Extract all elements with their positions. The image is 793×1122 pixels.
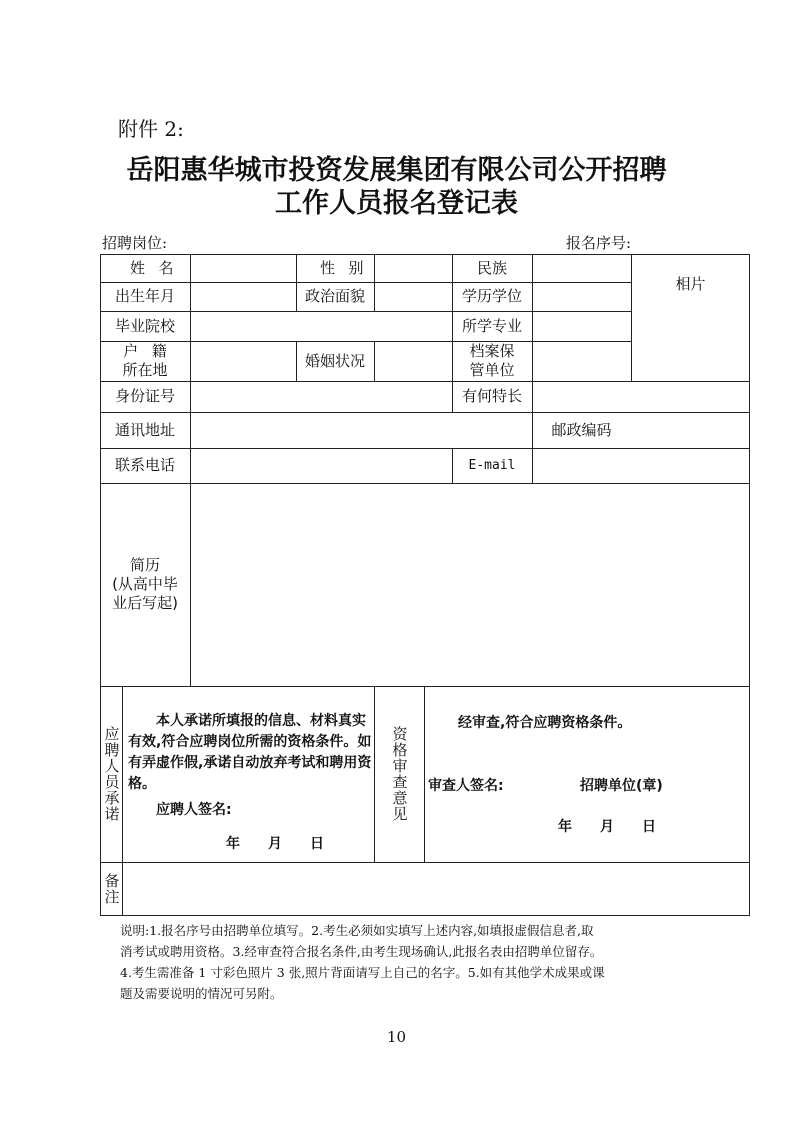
ethnicity-label: 民族 [476, 258, 507, 277]
reviewer-signature-label: 审查人签名: [428, 778, 504, 794]
id-number-field[interactable] [190, 381, 452, 412]
ethnicity-field[interactable] [532, 254, 631, 282]
education-label: 学历学位 [461, 287, 522, 305]
hukou-label [100, 341, 190, 381]
archive-unit-label-line1: 档案保 [469, 342, 515, 360]
phone-label: 联系电话 [114, 456, 175, 474]
note-line: 说明:1.报名序号由招聘单位填写。2.考生必须如实填写上述内容,如填报虚假信息者,取 [120, 923, 594, 938]
specialty-label: 有何特长 [461, 387, 522, 405]
hukou-label-line1: 户籍 [123, 342, 181, 360]
name-label: 姓名 [129, 258, 187, 277]
major-field[interactable] [532, 311, 631, 341]
note-line: 题及需要说明的情况可另附。 [120, 986, 283, 1001]
gender-label: 性别 [319, 258, 377, 277]
school-label: 毕业院校 [114, 316, 175, 335]
political-status-field[interactable] [374, 282, 452, 311]
postal-code-field[interactable] [631, 412, 750, 448]
registration-form-table [100, 254, 750, 916]
address-label: 通讯地址 [114, 420, 175, 439]
review-opinion: 经审查,符合应聘资格条件。 [458, 715, 632, 731]
email-label: E-mail [468, 458, 516, 473]
school-field[interactable] [190, 311, 452, 341]
applicant-signature-label: 应聘人签名: [156, 802, 232, 818]
birth-date-label: 出生年月 [114, 287, 175, 305]
remarks-label-text: 备注 [102, 872, 121, 905]
archive-unit-label-line2: 管单位 [469, 361, 515, 379]
remarks-label [100, 862, 122, 915]
review-label [374, 686, 424, 862]
page-number: 10 [386, 1028, 407, 1046]
note-line: 消考试或聘用资格。3.经审查符合报名条件,由考生现场确认,此报名表由招聘单位留存。 [120, 944, 603, 959]
address-field[interactable] [190, 412, 532, 448]
resume-label-line2: (从高中毕 [112, 575, 178, 593]
political-status-label: 政治面貌 [304, 287, 365, 305]
postal-code-label: 邮政编码 [551, 420, 612, 439]
resume-label [100, 483, 190, 686]
id-number-label: 身份证号 [114, 387, 175, 405]
specialty-field[interactable] [532, 381, 750, 412]
email-field[interactable] [532, 448, 750, 483]
position-label: 招聘岗位: [102, 234, 168, 252]
archive-unit-label [452, 341, 532, 381]
hukou-field[interactable] [190, 341, 296, 381]
major-label: 所学专业 [461, 316, 522, 335]
applicant-date: 年 月 日 [226, 836, 324, 852]
review-label-text: 资格审查意见 [390, 726, 409, 822]
serial-number-label: 报名序号: [566, 234, 632, 252]
archive-unit-field[interactable] [532, 341, 631, 381]
resume-label-line1: 简历 [129, 556, 160, 574]
note-line: 4.考生需准备 1 寸彩色照片 3 张,照片背面请写上自己的名字。5.如有其他学术成果或课 [120, 965, 605, 980]
form-title-line1: 岳阳惠华城市投资发展集团有限公司公开招聘 [126, 155, 667, 186]
pledge-text: 本人承诺所填报的信息、材料真实有效,符合应聘岗位所需的资格条件。如有弄虚作假,承诺自动放弃考试和聘用资格。 [128, 713, 372, 792]
marital-status-label: 婚姻状况 [304, 351, 365, 370]
marital-status-field[interactable] [374, 341, 452, 381]
pledge-label-text: 应聘人员承诺 [102, 726, 121, 822]
remarks-field[interactable] [122, 862, 750, 915]
attachment-label: 附件 2: [118, 117, 184, 141]
resume-label-line3: 业后写起) [112, 594, 178, 612]
recruiting-unit-seal: 招聘单位(章) [580, 778, 663, 794]
hukou-label-line2: 所在地 [122, 361, 168, 379]
phone-field[interactable] [190, 448, 452, 483]
photo-label: 相片 [675, 274, 706, 293]
review-date: 年 月 日 [558, 819, 656, 835]
form-title-line2: 工作人员报名登记表 [275, 188, 518, 219]
name-field[interactable] [190, 254, 296, 282]
birth-date-field[interactable] [190, 282, 296, 311]
education-field[interactable] [532, 282, 631, 311]
resume-field[interactable] [190, 483, 750, 686]
gender-field[interactable] [374, 254, 452, 282]
instructions-note [120, 920, 680, 1004]
pledge-label [100, 686, 122, 862]
